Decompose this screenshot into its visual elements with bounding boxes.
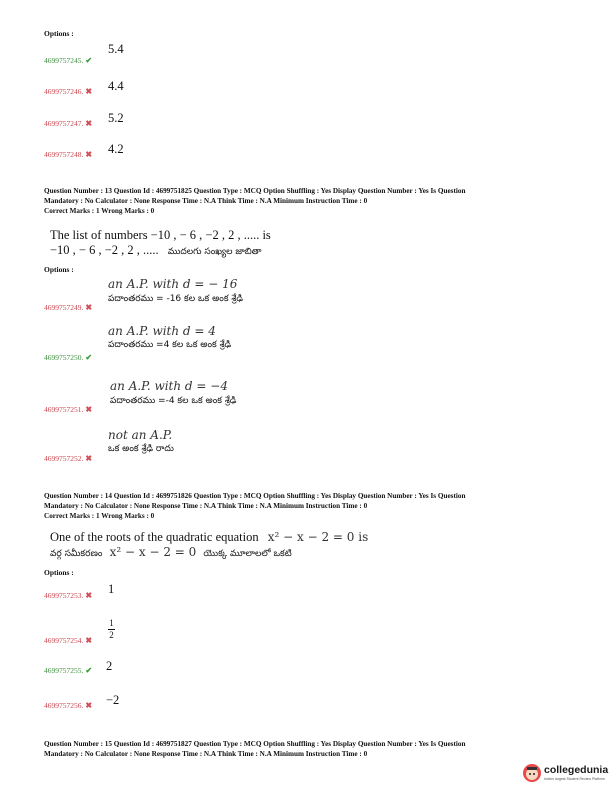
option-te: ఒక అంక శ్రేఢి రాదు — [108, 444, 174, 454]
fraction-denominator: 2 — [109, 630, 114, 640]
option-math: an A.P. with d = − 16 — [108, 277, 238, 291]
option-fraction — [108, 613, 115, 640]
wrong-cross-icon: ✖ — [85, 303, 93, 312]
wrong-cross-icon: ✖ — [85, 591, 93, 600]
option-value: 1 — [108, 582, 115, 596]
option-id[interactable]: 4699757248. ✖ — [44, 150, 93, 159]
option-value: 4.2 — [108, 142, 124, 156]
option-id[interactable]: 4699757246. ✖ — [44, 87, 93, 96]
wrong-cross-icon: ✖ — [85, 150, 93, 159]
option-id[interactable]: 4699757249. ✖ — [44, 303, 93, 312]
fraction-numerator: 1 — [109, 618, 114, 628]
option-id[interactable]: 4699757251. ✖ — [44, 405, 93, 414]
option-te: పదాంతరము = -16 కల ఒక అంక శ్రేఢి — [108, 294, 244, 304]
question-13-text-te: −10 , − 6 , −2 , 2 , ..... ముదలగు సంఖ్యల జాబితా — [50, 243, 262, 257]
option-math: not an A.P. — [108, 428, 173, 442]
wrong-cross-icon: ✖ — [85, 119, 93, 128]
option-math: an A.P. with d = −4 — [110, 379, 228, 393]
correct-tick-icon: ✔ — [85, 666, 93, 675]
option-te: పదాంతరము =-4 కల ఒక అంక శ్రేఢి — [110, 396, 237, 406]
logo-tagline: India's largest Student Review Platform — [544, 777, 605, 781]
correct-tick-icon: ✔ — [85, 353, 93, 362]
option-value: −2 — [106, 693, 120, 707]
option-id[interactable]: 4699757252. ✖ — [44, 454, 93, 463]
question-14-text-en: One of the roots of the quadratic equation x² − x − 2 = 0 is — [50, 530, 369, 544]
wrong-cross-icon: ✖ — [85, 405, 93, 414]
option-id[interactable]: 4699757247. ✖ — [44, 119, 93, 128]
option-value: 5.4 — [108, 42, 124, 56]
question-15-meta: Question Number : 15 Question Id : 4699751827 Question Type : MCQ Option Shuffling : Yes Display Question Number : Yes Is Question Mandatory : No Calculator : None Response Time : N.A Think Time : N.A Minimum Instruction Time : 0 — [44, 740, 466, 758]
option-id[interactable]: 4699757256. ✖ — [44, 701, 93, 710]
question-13-text-en: The list of numbers −10 , − 6 , −2 , 2 , ..... is — [50, 228, 271, 242]
option-math: an A.P. with d = 4 — [108, 324, 216, 338]
options-label: Options : — [44, 29, 74, 38]
option-id[interactable]: 4699757255. ✔ — [44, 666, 93, 675]
option-value: 4.4 — [108, 79, 124, 93]
wrong-cross-icon: ✖ — [85, 636, 93, 645]
option-id[interactable]: 4699757245. ✔ — [44, 56, 93, 65]
wrong-cross-icon: ✖ — [85, 454, 93, 463]
logo-name: collegedunia — [544, 764, 609, 776]
question-14-text-te: వర్గ సమీకరణం x² − x − 2 = 0 యొక్క మూలాలలో ఒకటి — [50, 545, 292, 559]
option-value: 2 — [106, 659, 113, 673]
option-id[interactable]: 4699757253. ✖ — [44, 591, 93, 600]
option-te: పదాంతరము =4 కల ఒక అంక శ్రేఢి — [108, 340, 232, 350]
option-value: 5.2 — [108, 111, 124, 125]
options-label: Options : — [44, 568, 74, 577]
option-id[interactable]: 4699757254. ✖ — [44, 636, 93, 645]
question-13-meta: Question Number : 13 Question Id : 4699751825 Question Type : MCQ Option Shuffling : Yes Display Question Number : Yes Is Question Mandatory : No Calculator : None Response Time : N.A Think Time : N.A Minimum Instruction Time : 0 Correct Marks : 1 Wrong Marks : 0 — [44, 187, 466, 215]
question-14-meta: Question Number : 14 Question Id : 4699751826 Question Type : MCQ Option Shuffling : Yes Display Question Number : Yes Is Question Mandatory : No Calculator : None Response Time : N.A Think Time : N.A Minimum Instruction Time : 0 Correct Marks : 1 Wrong Marks : 0 — [44, 492, 466, 520]
wrong-cross-icon: ✖ — [85, 87, 93, 96]
correct-tick-icon: ✔ — [85, 56, 93, 65]
logo-mascot-icon — [522, 763, 542, 783]
wrong-cross-icon: ✖ — [85, 701, 93, 710]
options-label: Options : — [44, 265, 74, 274]
option-id[interactable]: 4699757250. ✔ — [44, 353, 93, 362]
collegedunia-logo[interactable] — [522, 760, 612, 786]
